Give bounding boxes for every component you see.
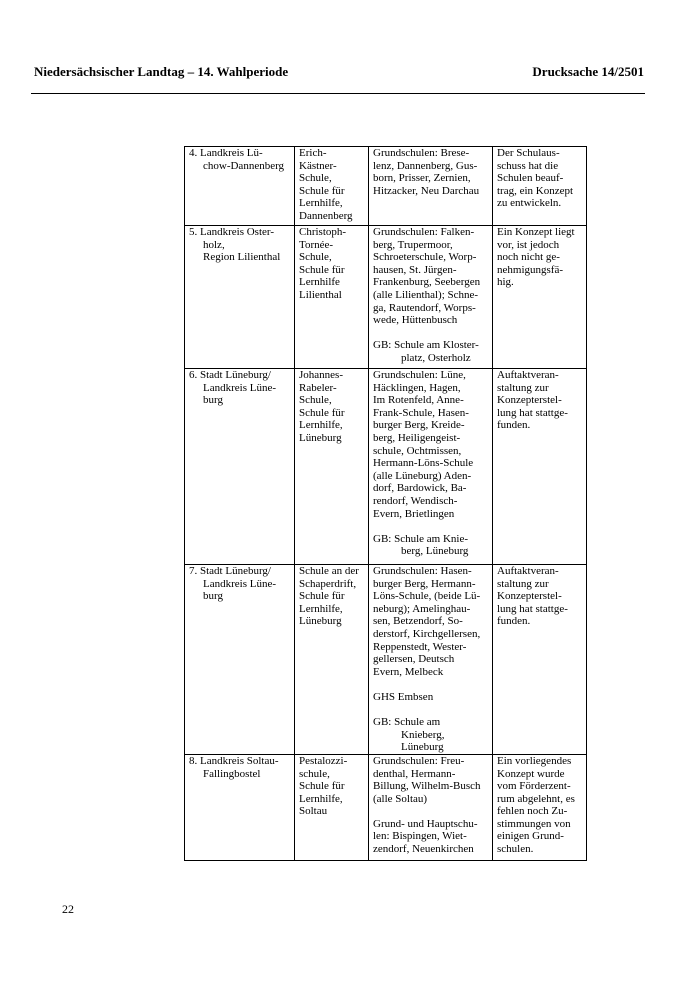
table-row: [185, 369, 587, 565]
school-cell: Erich- Kästner- Schule, Schule für Lernhilfe, Dannenberg: [295, 147, 369, 226]
header-title: Niedersächsischer Landtag – 14. Wahlperiode: [34, 64, 289, 79]
school-cell: Pestalozzi- schule, Schule für Lernhilfe, Soltau: [295, 754, 369, 860]
region-cell: 8. Landkreis Soltau- Fallingbostel: [185, 754, 295, 860]
status-cell: Ein Konzept liegt vor, ist jedoch noch nicht ge- nehmigungsfä- hig.: [493, 226, 587, 369]
region-cell: 7. Stadt Lüneburg/ Landkreis Lüne- burg: [185, 565, 295, 755]
table-row: [185, 565, 587, 755]
region-cell: 4. Landkreis Lü- chow-Dannenberg: [185, 147, 295, 226]
status-cell: Ein vorliegendes Konzept wurde vom Förderzent- rum abgelehnt, es fehlen noch Zu- stimmungen von einigen Grund- schulen.: [493, 754, 587, 860]
table-row: [185, 754, 587, 860]
schools-table: [184, 146, 587, 861]
partner-schools-cell: Grundschulen: Freu- denthal, Hermann- Billung, Wilhelm-Busch (alle Soltau) Grund- und Hauptschu- len: Bispingen, Wiet- zendorf, Neuenkirchen: [369, 754, 493, 860]
school-cell: Schule an der Schaperdrift, Schule für Lernhilfe, Lüneburg: [295, 565, 369, 755]
region-cell: 6. Stadt Lüneburg/ Landkreis Lüne- burg: [185, 369, 295, 565]
header-rule: [31, 93, 645, 94]
header-document-number: Drucksache 14/2501: [532, 64, 644, 79]
school-cell: Johannes- Rabeler- Schule, Schule für Lernhilfe, Lüneburg: [295, 369, 369, 565]
partner-schools-cell: Grundschulen: Hasen- burger Berg, Hermann- Löns-Schule, (beide Lü- neburg); Amelinghau- sen, Betzendorf, So- derstorf, Kirchgellersen, Reppenstedt, Wester- gellersen, Deutsch Evern, Melbeck GHS Embsen GB: Schule am Knieberg, Lüneburg: [369, 565, 493, 755]
partner-schools-cell: Grundschulen: Lüne, Häcklingen, Hagen, Im Rotenfeld, Anne- Frank-Schule, Hasen- burger Berg, Kreide- berg, Heiligengeist- schule, Ochtmissen, Hermann-Löns-Schule (alle Lüneburg) Aden- dorf, Bardowick, Ba- rendorf, Wendisch- Evern, Brietlingen GB: Schule am Knie- berg, Lüneburg: [369, 369, 493, 565]
status-cell: Auftaktveran- staltung zur Konzepterstel- lung hat stattge- funden.: [493, 565, 587, 755]
school-cell: Christoph- Tornée- Schule, Schule für Lernhilfe Lilienthal: [295, 226, 369, 369]
table-row: [185, 226, 587, 369]
region-cell: 5. Landkreis Oster- holz, Region Lilienthal: [185, 226, 295, 369]
status-cell: Der Schulaus- schuss hat die Schulen beauf- trag, ein Konzept zu entwickeln.: [493, 147, 587, 226]
page-number: 22: [62, 902, 74, 916]
partner-schools-cell: Grundschulen: Brese- lenz, Dannenberg, Gus- born, Prisser, Zernien, Hitzacker, Neu Darchau: [369, 147, 493, 226]
partner-schools-cell: Grundschulen: Falken- berg, Trupermoor, Schroeterschule, Worp- hausen, St. Jürgen- Frankenburg, Seebergen (alle Lilienthal); Schne- ga, Rautendorf, Worps- wede, Hüttenbusch GB: Schule am Kloster- platz, Osterholz: [369, 226, 493, 369]
status-cell: Auftaktveran- staltung zur Konzepterstel- lung hat stattge- funden.: [493, 369, 587, 565]
table-row: [185, 147, 587, 226]
